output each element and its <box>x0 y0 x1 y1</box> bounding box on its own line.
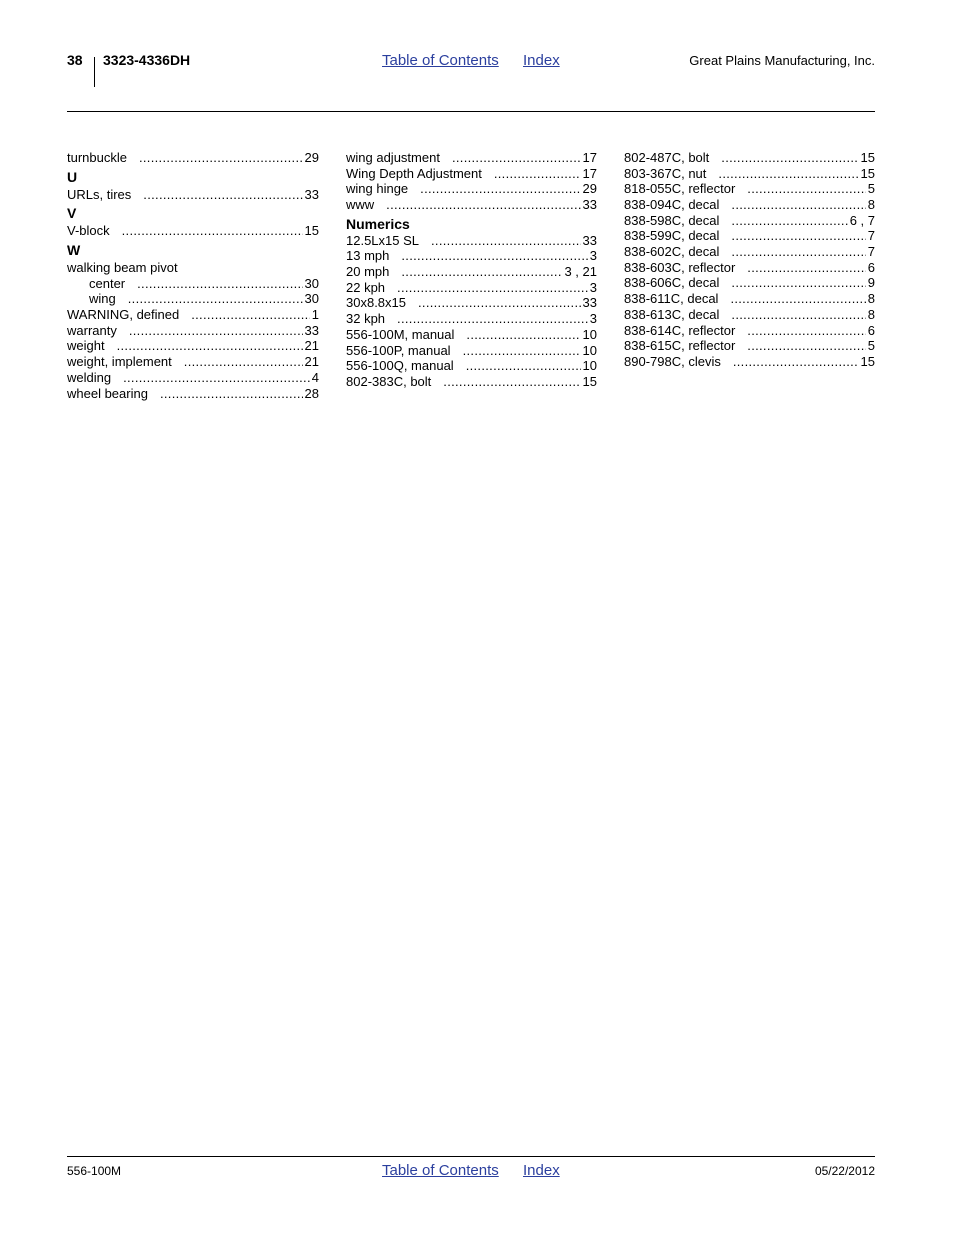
section-heading-numerics: Numerics <box>346 215 410 232</box>
footer-doc-code: 556-100M <box>67 1164 122 1178</box>
page-link[interactable]: 30 <box>304 275 319 291</box>
page-link[interactable]: 15 <box>304 223 319 239</box>
index-subentry[interactable]: center ..... 30 <box>67 276 319 292</box>
index-entry[interactable]: URLs, tires ..... 33 <box>67 187 319 203</box>
page-link[interactable]: 8 <box>867 306 875 322</box>
index-entry[interactable]: 838-602C, decal ..... 7 <box>624 244 875 260</box>
index-entry[interactable]: 556-100M, manual ..... 10 <box>346 327 597 343</box>
page-link[interactable]: 3 <box>589 279 597 295</box>
index-entry[interactable]: 802-383C, bolt ..... 15 <box>346 374 597 390</box>
index-entry[interactable]: 838-613C, decal ..... 8 <box>624 307 875 323</box>
footer-index-link[interactable]: Index <box>523 1162 560 1179</box>
doc-number: 3323-4336DH <box>103 52 191 68</box>
page-link[interactable]: 1 <box>311 307 319 323</box>
index-entry[interactable]: 838-606C, decal ..... 9 <box>624 276 875 292</box>
index-entry[interactable]: 890-798C, clevis ..... 15 <box>624 354 875 370</box>
index-entry[interactable]: 20 mph ..... 3 , 21 <box>346 264 597 280</box>
index-column-3 <box>624 150 875 370</box>
page-link[interactable]: 3 <box>589 248 597 264</box>
index-entry[interactable]: 838-603C, reflector ..... 6 <box>624 260 875 276</box>
index-entry[interactable]: 838-611C, decal ..... 8 <box>624 291 875 307</box>
page-link[interactable]: 3 , 21 <box>564 264 597 280</box>
page-link[interactable]: 6 , 7 <box>849 212 875 228</box>
page-link[interactable]: 28 <box>304 385 319 401</box>
page-link[interactable]: 9 <box>867 275 875 291</box>
page-link[interactable]: 29 <box>582 181 597 197</box>
index-entry[interactable]: 556-100P, manual ..... 10 <box>346 343 597 359</box>
index-entry[interactable]: 838-598C, decal ..... 6 , 7 <box>624 213 875 229</box>
page-link[interactable]: 33 <box>304 322 319 338</box>
page-link[interactable]: 15 <box>860 149 875 165</box>
index-entry[interactable]: 838-615C, reflector ..... 5 <box>624 338 875 354</box>
index-subentry[interactable]: wing ..... 30 <box>67 291 319 307</box>
index-entry[interactable]: 818-055C, reflector ..... 5 <box>624 181 875 197</box>
index-entry[interactable]: Wing Depth Adjustment ..... 17 <box>346 166 597 182</box>
header-toc-link[interactable]: Table of Contents <box>382 52 499 69</box>
index-entry[interactable]: wing adjustment ..... 17 <box>346 150 597 166</box>
index-entry[interactable]: www ..... 33 <box>346 197 597 213</box>
index-entry[interactable]: 838-599C, decal ..... 7 <box>624 228 875 244</box>
page-link[interactable]: 6 <box>867 259 875 275</box>
page-link[interactable]: 7 <box>867 228 875 244</box>
page-link[interactable]: 33 <box>582 232 597 248</box>
footer-date: 05/22/2012 <box>814 1164 875 1178</box>
page-link[interactable]: 21 <box>304 338 319 354</box>
index-entry[interactable]: 556-100Q, manual ..... 10 <box>346 358 597 374</box>
index-entry[interactable]: weight ..... 21 <box>67 339 319 355</box>
page-link[interactable]: 5 <box>867 338 875 354</box>
index-entry[interactable]: 12.5Lx15 SL ..... 33 <box>346 233 597 249</box>
header-rule <box>67 111 875 112</box>
page-link[interactable]: 30 <box>304 291 319 307</box>
page-link[interactable]: 33 <box>582 295 597 311</box>
page-link[interactable]: 10 <box>582 342 597 358</box>
page-link[interactable]: 17 <box>582 149 597 165</box>
index-entry[interactable]: 838-094C, decal ..... 8 <box>624 197 875 213</box>
index-entry[interactable]: welding ..... 4 <box>67 370 319 386</box>
index-entry[interactable]: V-block ..... 15 <box>67 223 319 239</box>
page-link[interactable]: 21 <box>304 354 319 370</box>
page-link[interactable]: 8 <box>867 291 875 307</box>
page-link[interactable]: 15 <box>860 165 875 181</box>
index-entry[interactable]: weight, implement ..... 21 <box>67 354 319 370</box>
index-entry[interactable]: 802-487C, bolt ..... 15 <box>624 150 875 166</box>
index-entry[interactable]: 13 mph ..... 3 <box>346 248 597 264</box>
page-link[interactable]: 7 <box>867 244 875 260</box>
page-link[interactable]: 4 <box>311 369 319 385</box>
index-entry[interactable]: wing hinge ..... 29 <box>346 181 597 197</box>
footer-rule <box>67 1156 875 1157</box>
page-link[interactable]: 29 <box>304 149 319 165</box>
header-divider <box>94 57 95 87</box>
index-entry[interactable]: wheel bearing ..... 28 <box>67 386 319 402</box>
company-name: Great Plains Manufacturing, Inc. <box>689 53 875 68</box>
letter-heading-v: V <box>67 205 77 222</box>
page-link[interactable]: 10 <box>582 326 597 342</box>
footer-toc-link[interactable]: Table of Contents <box>382 1162 499 1179</box>
index-column-1 <box>67 150 319 401</box>
page-link[interactable]: 5 <box>867 181 875 197</box>
index-entry[interactable]: 30x8.8x15 ..... 33 <box>346 296 597 312</box>
letter-heading-w: W <box>67 242 81 259</box>
letter-heading-u: U <box>67 168 78 185</box>
index-parent-entry: walking beam pivot <box>67 260 178 276</box>
index-column-2 <box>346 150 597 390</box>
page-link[interactable]: 6 <box>867 322 875 338</box>
page-link[interactable]: 3 <box>589 311 597 327</box>
index-entry[interactable]: 32 kph ..... 3 <box>346 311 597 327</box>
page-link[interactable]: 17 <box>582 165 597 181</box>
page-link[interactable]: 15 <box>582 373 597 389</box>
page-link[interactable]: 33 <box>304 186 319 202</box>
page-link[interactable]: 15 <box>860 353 875 369</box>
page-link[interactable]: 10 <box>582 358 597 374</box>
page-number: 38 <box>67 52 83 68</box>
index-entry[interactable]: WARNING, defined ..... 1 <box>67 307 319 323</box>
index-entry[interactable]: 22 kph ..... 3 <box>346 280 597 296</box>
page-link[interactable]: 33 <box>582 197 597 213</box>
index-entry[interactable]: turnbuckle ..... 29 <box>67 150 319 166</box>
index-entry[interactable]: warranty ..... 33 <box>67 323 319 339</box>
index-entry[interactable]: 803-367C, nut ..... 15 <box>624 166 875 182</box>
index-entry[interactable]: 838-614C, reflector ..... 6 <box>624 323 875 339</box>
header-index-link[interactable]: Index <box>523 52 560 69</box>
page-link[interactable]: 8 <box>867 197 875 213</box>
